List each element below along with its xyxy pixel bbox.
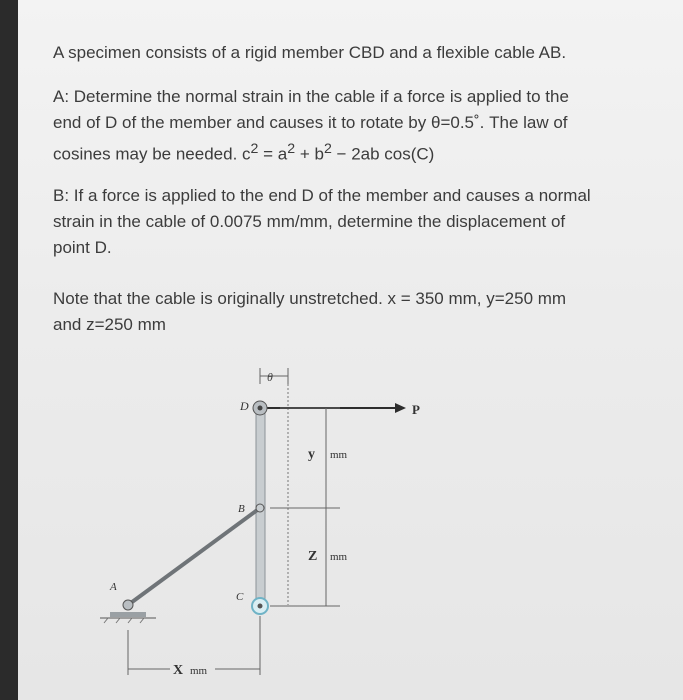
label-c: C — [236, 591, 244, 603]
ground-hatch-1 — [104, 618, 108, 623]
support-a-base — [110, 612, 146, 617]
superscript-c: 2 — [250, 141, 259, 157]
label-x-unit: mm — [190, 665, 208, 677]
pin-c-center — [258, 604, 263, 609]
part-a-line-1: A: Determine the normal strain in the cable if a force is applied to the — [53, 87, 569, 106]
cosine-law-a: = a — [258, 144, 288, 164]
mechanism-diagram — [60, 350, 480, 695]
part-a-line-3 — [53, 136, 653, 168]
superscript-b: 2 — [323, 141, 332, 157]
ground-hatch-2 — [116, 618, 120, 623]
note-line-1: Note that the cable is originally unstretched. x = 350 mm, y=250 mm — [53, 289, 567, 308]
label-y-unit: mm — [330, 449, 348, 461]
ground-hatch-3 — [128, 618, 132, 623]
intro-text — [53, 40, 653, 66]
cosine-law-prefix: cosines may be needed. c — [53, 144, 251, 164]
label-y: y — [308, 447, 315, 462]
label-d: D — [240, 399, 249, 413]
pin-a — [123, 600, 133, 610]
part-a-text — [53, 84, 653, 168]
note-text — [53, 286, 653, 338]
cosine-law-b: + b — [295, 144, 324, 164]
note-line-2: and z=250 mm — [53, 315, 166, 334]
arrow-p — [395, 403, 406, 413]
mechanism-figure — [60, 350, 480, 695]
cosine-law-tail: − 2ab cos(C) — [331, 144, 435, 164]
part-b-line-1: B: If a force is applied to the end D of the member and causes a normal — [53, 186, 591, 205]
part-b-line-2: strain in the cable of 0.0075 mm/mm, determine the displacement of — [53, 212, 566, 231]
label-b: B — [238, 503, 245, 515]
label-z: Z — [308, 549, 318, 564]
label-theta: θ — [267, 370, 273, 384]
part-b-text — [53, 183, 653, 261]
part-b-line-3: point D. — [53, 238, 112, 257]
intro-line: A specimen consists of a rigid member CBD and a flexible cable AB. — [53, 43, 567, 62]
pin-d-center — [258, 406, 263, 411]
pin-b — [256, 504, 264, 512]
label-a: A — [110, 581, 117, 593]
label-p: P — [412, 402, 420, 417]
part-a-line-2: end of D of the member and causes it to rotate by θ=0.5˚. The law of — [53, 113, 568, 132]
superscript-a: 2 — [287, 141, 296, 157]
ground-hatch-4 — [140, 618, 144, 623]
label-z-unit: mm — [330, 551, 348, 563]
label-x: X — [173, 663, 184, 678]
